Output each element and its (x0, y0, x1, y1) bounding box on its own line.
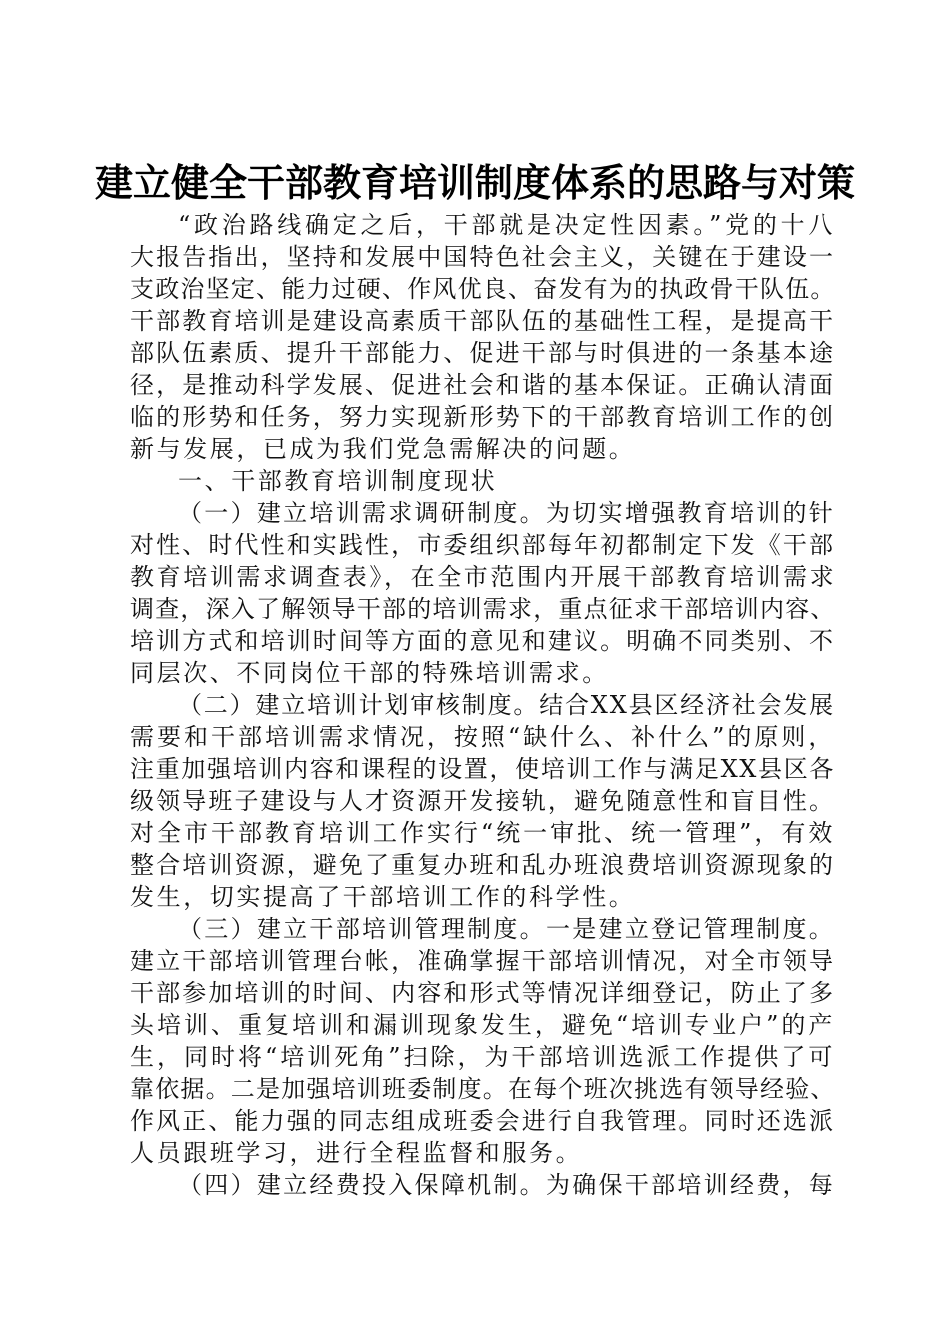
paragraph-line: 径，是推动科学发展、促进社会和谐的基本保证。正确认清面 (130, 371, 835, 399)
paragraph-line: 干部教育培训是建设高素质干部队伍的基础性工程，是提高干 (130, 307, 835, 335)
paragraph-line: 大报告指出，坚持和发展中国特色社会主义，关键在于建设一 (130, 243, 835, 271)
paragraph-line: “政治路线确定之后，干部就是决定性因素。”党的十八 (178, 211, 835, 239)
paragraph-line: 支政治坚定、能力过硬、作风优良、奋发有为的执政骨干队伍。 (130, 275, 836, 303)
paragraph-line: 部队伍素质、提升干部能力、促进干部与时俱进的一条基本途 (130, 339, 835, 367)
paragraph-line: 对全市干部教育培训工作实行“统一审批、统一管理”，有效 (130, 819, 835, 847)
paragraph-line: 对性、时代性和实践性，市委组织部每年初都制定下发《干部 (130, 531, 835, 559)
paragraph-line: 生，同时将“培训死角”扫除，为干部培训选派工作提供了可 (130, 1043, 835, 1071)
document-body (130, 209, 835, 1201)
paragraph-line: 新与发展，已成为我们党急需解决的问题。 (130, 435, 636, 463)
paragraph-line: 发生，切实提高了干部培训工作的科学性。 (130, 883, 636, 911)
paragraph-line: 人员跟班学习，进行全程监督和服务。 (130, 1139, 583, 1167)
paragraph-line: （一）建立培训需求调研制度。为切实增强教育培训的针 (178, 499, 835, 527)
paragraph-line: 建立干部培训管理台帐，准确掌握干部培训情况，对全市领导 (130, 947, 835, 975)
paragraph-line: 教育培训需求调查表》，在全市范围内开展干部教育培训需求 (130, 563, 837, 591)
paragraph-line: 需要和干部培训需求情况，按照“缺什么、补什么”的原则， (130, 723, 835, 751)
paragraph-line: 整合培训资源，避免了重复办班和乱办班浪费培训资源现象的 (130, 851, 835, 879)
paragraph-line: 调查，深入了解领导干部的培训需求，重点征求干部培训内容、 (130, 595, 836, 623)
paragraph-line: 注重加强培训内容和课程的设置，使培训工作与满足XX县区各 (130, 755, 835, 783)
paragraph-line: （三）建立干部培训管理制度。一是建立登记管理制度。 (178, 915, 835, 943)
paragraph-line: 头培训、重复培训和漏训现象发生，避免“培训专业户”的产 (130, 1011, 835, 1039)
paragraph-line: 干部参加培训的时间、内容和形式等情况详细登记，防止了多 (130, 979, 835, 1007)
paragraph-line: 临的形势和任务，努力实现新形势下的干部教育培训工作的创 (130, 403, 835, 431)
document-title: 建立健全干部教育培训制度体系的思路与对策 (94, 161, 855, 205)
section-heading: 一、干部教育培训制度现状 (178, 467, 498, 495)
paragraph-line: 靠依据。二是加强培训班委制度。在每个班次挑选有领导经验、 (130, 1075, 836, 1103)
paragraph-line: （二）建立培训计划审核制度。结合XX县区经济社会发展 (178, 691, 835, 719)
paragraph-line: 同层次、不同岗位干部的特殊培训需求。 (130, 659, 609, 687)
paragraph-line: （四）建立经费投入保障机制。为确保干部培训经费，每 (178, 1171, 835, 1199)
paragraph-line: 培训方式和培训时间等方面的意见和建议。明确不同类别、不 (130, 627, 835, 655)
paragraph-line: 作风正、能力强的同志组成班委会进行自我管理。同时还选派 (130, 1107, 835, 1135)
paragraph-line: 级领导班子建设与人才资源开发接轨，避免随意性和盲目性。 (130, 787, 835, 815)
